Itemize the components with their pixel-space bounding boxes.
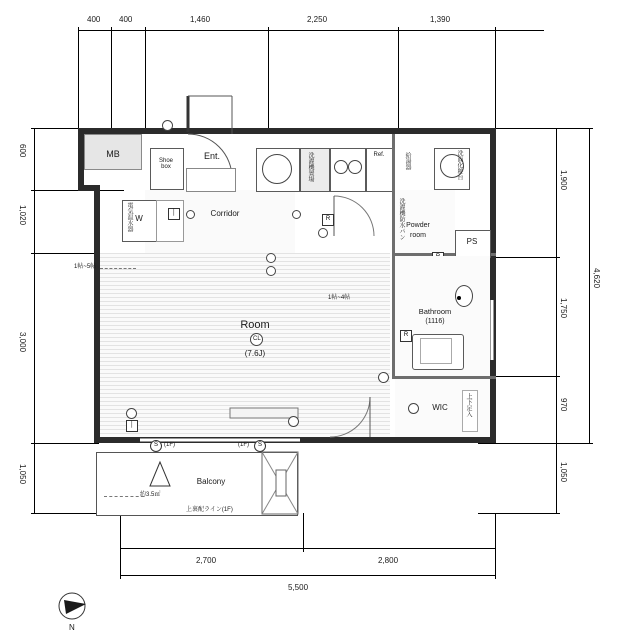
right-dim-label-1: 1,750 <box>559 298 568 319</box>
bottom-dim-label-2: 5,500 <box>288 583 309 592</box>
room-light-glyph: CL <box>253 336 261 342</box>
sash-label-left: (1F) <box>164 442 175 448</box>
switch-badge-bath: R <box>400 330 412 342</box>
room-label-bathroom-sub: (1116) <box>425 318 445 325</box>
left-dim-label-2: 3,000 <box>18 332 27 353</box>
room-label-room-size: (7.6J) <box>244 349 266 358</box>
top-dim-label-3: 2,250 <box>307 15 328 24</box>
bottom-dim-label-0: 2,700 <box>196 556 217 565</box>
vanity-label: 洗面化粧台 <box>456 150 462 180</box>
left-dim-label-3: 1,050 <box>18 464 27 485</box>
sash-badge-left: S <box>150 440 162 452</box>
washer-pan-label: 洗濯機防水パン <box>398 198 404 240</box>
outlet-badge-left: │ <box>126 420 138 432</box>
refrigerator-label: Ref. <box>373 152 385 158</box>
room-label-bathroom: Bathroom <box>418 307 452 316</box>
water-heater-label: 電気温水器 <box>126 202 132 232</box>
right-dim-label-4: 4,620 <box>592 268 601 289</box>
compass-label-n: N <box>69 623 75 632</box>
switch-badge-corridor: R <box>322 214 334 226</box>
top-dim-label-1: 400 <box>119 15 133 24</box>
top-dim-label-0: 400 <box>87 15 101 24</box>
left-dim-label-1: 1,020 <box>18 205 27 226</box>
left-dim-label-0: 600 <box>18 144 27 158</box>
right-dim-label-3: 1,050 <box>559 462 568 483</box>
right-dim-label-2: 970 <box>559 398 568 412</box>
room-label-powder: Powder <box>406 222 430 229</box>
sash-badge-right: S <box>254 440 266 452</box>
shoe-cabinet-note: 給湯器 <box>404 152 410 170</box>
room-label-powder-sub: room <box>410 232 426 239</box>
balcony-line-note: 上裏配ライン(1F) <box>186 507 233 513</box>
top-dim-label-2: 1,460 <box>190 15 211 24</box>
washer-label: W <box>135 214 143 223</box>
shoe-box-label: Shoe box <box>158 158 173 171</box>
room-label-wic: WIC <box>432 403 448 412</box>
room-label-mb: MB <box>106 149 120 159</box>
room-label-ps: PS <box>466 237 478 246</box>
note-left-ceiling: 1帖~5帖 <box>74 264 97 270</box>
room-label-balcony: Balcony <box>196 477 226 486</box>
sash-label-right: (1F) <box>238 442 249 448</box>
right-dim-label-0: 1,900 <box>559 170 568 191</box>
balcony-area-note: 約3.5㎡ <box>140 492 161 498</box>
room-label-room: Room <box>240 319 270 331</box>
wic-note: 上下足入 <box>465 393 471 417</box>
door-marker-w: │ <box>168 208 180 220</box>
room-label-entrance: Ent. <box>203 151 220 161</box>
note-room-ceiling: 1帖~4帖 <box>328 295 351 301</box>
range-label: 洗濯機置場 <box>307 152 313 182</box>
room-label-corridor: Corridor <box>210 209 240 218</box>
bottom-dim-label-1: 2,800 <box>378 556 399 565</box>
top-dim-label-4: 1,390 <box>430 15 451 24</box>
